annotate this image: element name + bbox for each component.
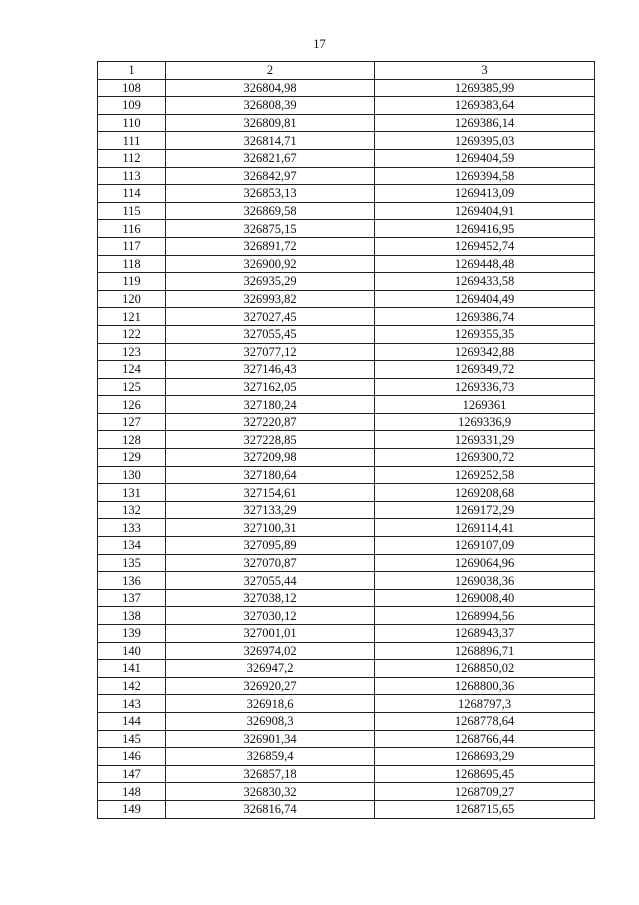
cell-x: 326908,3 <box>166 712 375 730</box>
cell-y: 1269008,40 <box>375 589 595 607</box>
cell-y: 1268850,02 <box>375 660 595 678</box>
cell-point-number: 108 <box>98 79 166 97</box>
cell-y: 1268778,64 <box>375 712 595 730</box>
cell-y: 1268709,27 <box>375 783 595 801</box>
cell-point-number: 144 <box>98 712 166 730</box>
cell-x: 327038,12 <box>166 589 375 607</box>
cell-x: 327146,43 <box>166 361 375 379</box>
cell-point-number: 128 <box>98 431 166 449</box>
table-row <box>98 712 595 730</box>
cell-y: 1269342,88 <box>375 343 595 361</box>
cell-x: 327095,89 <box>166 537 375 555</box>
cell-point-number: 118 <box>98 255 166 273</box>
table-row <box>98 396 595 414</box>
cell-y: 1269448,48 <box>375 255 595 273</box>
table-row <box>98 783 595 801</box>
table-row <box>98 97 595 115</box>
table-row <box>98 695 595 713</box>
cell-x: 326809,81 <box>166 114 375 132</box>
table-row <box>98 220 595 238</box>
cell-x: 326869,58 <box>166 202 375 220</box>
table-header-row <box>98 62 595 80</box>
cell-point-number: 146 <box>98 748 166 766</box>
table-row <box>98 132 595 150</box>
cell-y: 1268994,56 <box>375 607 595 625</box>
cell-y: 1269383,64 <box>375 97 595 115</box>
cell-x: 327154,61 <box>166 484 375 502</box>
cell-y: 1269395,03 <box>375 132 595 150</box>
cell-point-number: 143 <box>98 695 166 713</box>
cell-x: 326821,67 <box>166 149 375 167</box>
cell-x: 326859,4 <box>166 748 375 766</box>
table-row <box>98 167 595 185</box>
cell-x: 326814,71 <box>166 132 375 150</box>
cell-x: 327220,87 <box>166 413 375 431</box>
cell-point-number: 111 <box>98 132 166 150</box>
cell-y: 1268766,44 <box>375 730 595 748</box>
cell-x: 326816,74 <box>166 800 375 818</box>
table-row <box>98 730 595 748</box>
cell-point-number: 136 <box>98 572 166 590</box>
table-row <box>98 202 595 220</box>
table-row <box>98 308 595 326</box>
table-row <box>98 748 595 766</box>
cell-point-number: 131 <box>98 484 166 502</box>
cell-point-number: 122 <box>98 325 166 343</box>
table-row <box>98 642 595 660</box>
cell-y: 1269064,96 <box>375 554 595 572</box>
table-row <box>98 677 595 695</box>
table-row <box>98 79 595 97</box>
cell-x: 326891,72 <box>166 237 375 255</box>
cell-y: 1269404,91 <box>375 202 595 220</box>
cell-point-number: 142 <box>98 677 166 695</box>
cell-point-number: 126 <box>98 396 166 414</box>
header-cell-x: 2 <box>166 62 375 80</box>
cell-y: 1269386,74 <box>375 308 595 326</box>
cell-y: 1269433,58 <box>375 273 595 291</box>
cell-x: 326804,98 <box>166 79 375 97</box>
cell-point-number: 135 <box>98 554 166 572</box>
table-row <box>98 449 595 467</box>
cell-y: 1268800,36 <box>375 677 595 695</box>
table-row <box>98 765 595 783</box>
cell-x: 326808,39 <box>166 97 375 115</box>
cell-x: 327027,45 <box>166 308 375 326</box>
table-row <box>98 413 595 431</box>
cell-y: 1269300,72 <box>375 449 595 467</box>
cell-x: 327162,05 <box>166 378 375 396</box>
table-row <box>98 466 595 484</box>
cell-y: 1269361 <box>375 396 595 414</box>
table-row <box>98 114 595 132</box>
cell-x: 326853,13 <box>166 185 375 203</box>
table-row <box>98 484 595 502</box>
table-row <box>98 255 595 273</box>
cell-y: 1269452,74 <box>375 237 595 255</box>
cell-point-number: 139 <box>98 625 166 643</box>
cell-x: 326901,34 <box>166 730 375 748</box>
cell-y: 1269038,36 <box>375 572 595 590</box>
cell-point-number: 149 <box>98 800 166 818</box>
cell-point-number: 123 <box>98 343 166 361</box>
cell-y: 1269336,73 <box>375 378 595 396</box>
cell-point-number: 141 <box>98 660 166 678</box>
cell-x: 327030,12 <box>166 607 375 625</box>
cell-point-number: 120 <box>98 290 166 308</box>
cell-point-number: 129 <box>98 449 166 467</box>
cell-y: 1269208,68 <box>375 484 595 502</box>
cell-x: 326974,02 <box>166 642 375 660</box>
table-row <box>98 625 595 643</box>
table-row <box>98 237 595 255</box>
cell-point-number: 121 <box>98 308 166 326</box>
cell-x: 326830,32 <box>166 783 375 801</box>
table-row <box>98 607 595 625</box>
cell-point-number: 145 <box>98 730 166 748</box>
cell-y: 1269252,58 <box>375 466 595 484</box>
cell-y: 1269386,14 <box>375 114 595 132</box>
cell-x: 327180,64 <box>166 466 375 484</box>
cell-y: 1268943,37 <box>375 625 595 643</box>
cell-point-number: 133 <box>98 519 166 537</box>
cell-x: 327077,12 <box>166 343 375 361</box>
cell-point-number: 130 <box>98 466 166 484</box>
table-row <box>98 343 595 361</box>
cell-point-number: 116 <box>98 220 166 238</box>
cell-x: 326947,2 <box>166 660 375 678</box>
header-cell-y: 3 <box>375 62 595 80</box>
table-row <box>98 800 595 818</box>
cell-y: 1269172,29 <box>375 501 595 519</box>
table-body <box>98 79 595 818</box>
cell-x: 327100,31 <box>166 519 375 537</box>
cell-y: 1268693,29 <box>375 748 595 766</box>
table-row <box>98 519 595 537</box>
table-row <box>98 290 595 308</box>
cell-y: 1269385,99 <box>375 79 595 97</box>
cell-x: 327180,24 <box>166 396 375 414</box>
cell-point-number: 137 <box>98 589 166 607</box>
table-row <box>98 273 595 291</box>
cell-x: 326920,27 <box>166 677 375 695</box>
cell-y: 1269114,41 <box>375 519 595 537</box>
table-row <box>98 589 595 607</box>
cell-point-number: 110 <box>98 114 166 132</box>
cell-y: 1269394,58 <box>375 167 595 185</box>
table-row <box>98 378 595 396</box>
cell-point-number: 112 <box>98 149 166 167</box>
cell-point-number: 109 <box>98 97 166 115</box>
cell-y: 1268896,71 <box>375 642 595 660</box>
cell-x: 326857,18 <box>166 765 375 783</box>
cell-y: 1269336,9 <box>375 413 595 431</box>
cell-x: 326900,92 <box>166 255 375 273</box>
cell-y: 1268715,65 <box>375 800 595 818</box>
table-row <box>98 185 595 203</box>
cell-y: 1268695,45 <box>375 765 595 783</box>
table-row <box>98 325 595 343</box>
cell-y: 1269355,35 <box>375 325 595 343</box>
table-row <box>98 149 595 167</box>
coordinates-table <box>97 61 595 819</box>
cell-point-number: 140 <box>98 642 166 660</box>
table-row <box>98 660 595 678</box>
cell-point-number: 125 <box>98 378 166 396</box>
table-row <box>98 501 595 519</box>
cell-x: 327055,44 <box>166 572 375 590</box>
cell-y: 1269349,72 <box>375 361 595 379</box>
cell-point-number: 115 <box>98 202 166 220</box>
cell-x: 327228,85 <box>166 431 375 449</box>
cell-y: 1269404,49 <box>375 290 595 308</box>
cell-x: 326918,6 <box>166 695 375 713</box>
cell-point-number: 124 <box>98 361 166 379</box>
table-row <box>98 572 595 590</box>
cell-x: 326935,29 <box>166 273 375 291</box>
cell-point-number: 127 <box>98 413 166 431</box>
cell-x: 327133,29 <box>166 501 375 519</box>
cell-point-number: 119 <box>98 273 166 291</box>
cell-y: 1269107,09 <box>375 537 595 555</box>
cell-y: 1269331,29 <box>375 431 595 449</box>
cell-x: 327001,01 <box>166 625 375 643</box>
cell-y: 1268797,3 <box>375 695 595 713</box>
cell-point-number: 114 <box>98 185 166 203</box>
table-row <box>98 537 595 555</box>
cell-x: 326993,82 <box>166 290 375 308</box>
cell-x: 327055,45 <box>166 325 375 343</box>
cell-x: 327070,87 <box>166 554 375 572</box>
cell-point-number: 147 <box>98 765 166 783</box>
cell-y: 1269416,95 <box>375 220 595 238</box>
cell-point-number: 138 <box>98 607 166 625</box>
page-number: 17 <box>313 37 326 51</box>
cell-point-number: 148 <box>98 783 166 801</box>
cell-point-number: 134 <box>98 537 166 555</box>
table-row <box>98 431 595 449</box>
table-row <box>98 554 595 572</box>
cell-x: 327209,98 <box>166 449 375 467</box>
cell-point-number: 132 <box>98 501 166 519</box>
cell-point-number: 113 <box>98 167 166 185</box>
header-cell-point-number: 1 <box>98 62 166 80</box>
cell-x: 326842,97 <box>166 167 375 185</box>
cell-x: 326875,15 <box>166 220 375 238</box>
table-row <box>98 361 595 379</box>
cell-point-number: 117 <box>98 237 166 255</box>
cell-y: 1269404,59 <box>375 149 595 167</box>
cell-y: 1269413,09 <box>375 185 595 203</box>
